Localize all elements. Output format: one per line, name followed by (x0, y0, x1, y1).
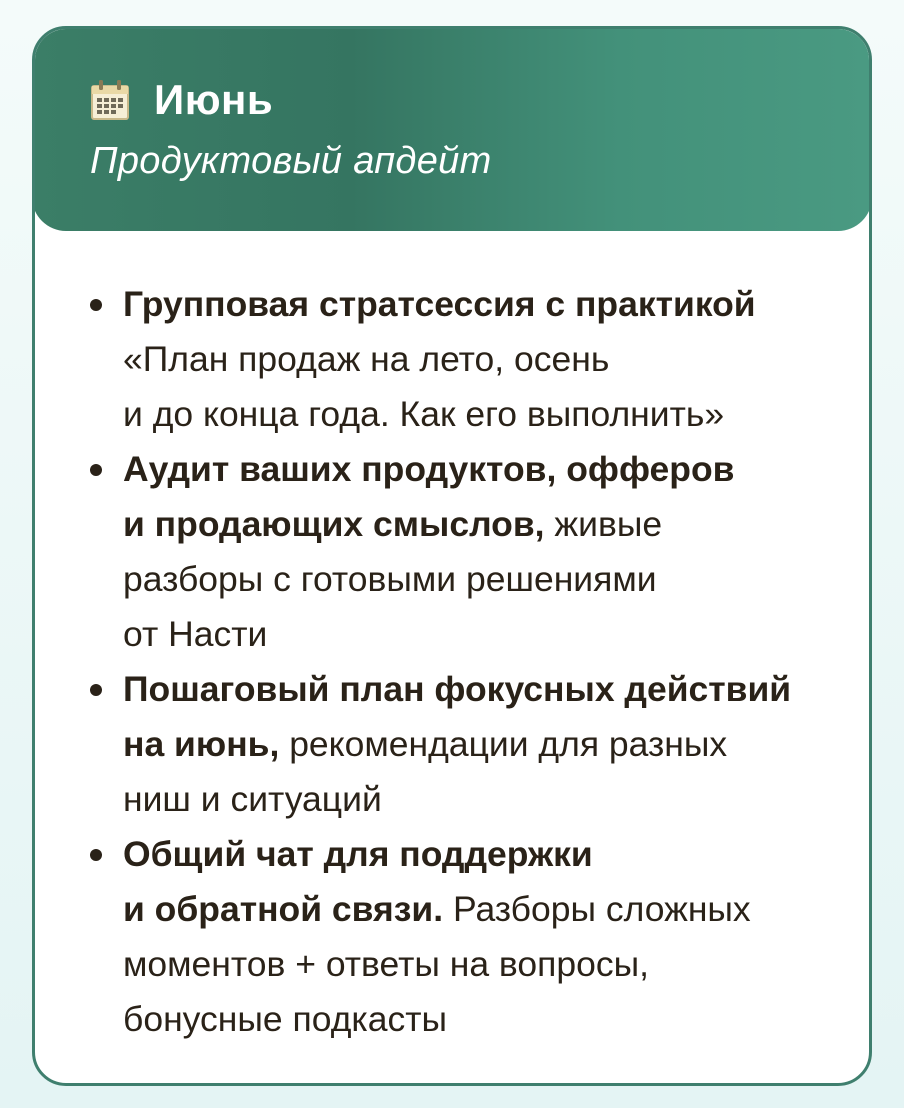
bullet-icon (90, 299, 102, 311)
list-item-bold-text: Пошаговый план фокусных действий (123, 669, 792, 709)
list-item-bold-text: и обратной связи. (123, 889, 444, 929)
list-item-line (123, 387, 839, 442)
card-header (32, 26, 872, 231)
list-item-text: Разборы сложных (443, 889, 751, 929)
list-item-line (123, 662, 839, 717)
page-title: Июнь (154, 76, 274, 123)
list-item-text: рекомендации для разных (279, 724, 728, 764)
page-subtitle: Продуктовый апдейт (90, 140, 492, 182)
bullet-icon (90, 684, 102, 696)
bullet-icon (90, 849, 102, 861)
list-item-text: живые (544, 504, 663, 544)
list-item-line (123, 332, 839, 387)
list-item-bold-text: Аудит ваших продуктов, офферов (123, 449, 735, 489)
list-item-line (123, 937, 839, 992)
list-item-text: от Насти (123, 614, 268, 654)
list-item-line (123, 992, 839, 1047)
list-item-text: «План продаж на лето, осень (123, 339, 610, 379)
list-item-text: разборы с готовыми решениями (123, 559, 657, 599)
list-item-text: моментов + ответы на вопросы, (123, 944, 649, 984)
list-item-line (123, 497, 839, 552)
list-item-line (123, 607, 839, 662)
list-item-line (123, 552, 839, 607)
list-item (89, 827, 839, 1047)
feature-list (89, 277, 839, 1047)
list-item-line (123, 717, 839, 772)
list-item-line (123, 882, 839, 937)
product-update-card (32, 26, 872, 1086)
calendar-icon (90, 78, 130, 122)
list-item-bold-text: на июнь, (123, 724, 280, 764)
list-item-text: и до конца года. Как его выполнить» (123, 394, 725, 434)
list-item (89, 442, 839, 662)
list-item (89, 277, 839, 442)
list-item-bold-text: Общий чат для поддержки (123, 834, 593, 874)
list-item-line (123, 277, 839, 332)
list-item (89, 662, 839, 827)
list-item-bold-text: Групповая стратсессия с практикой (123, 284, 756, 324)
bullet-icon (90, 464, 102, 476)
list-item-bold-text: и продающих смыслов, (123, 504, 545, 544)
title-row (90, 76, 273, 124)
list-item-line (123, 827, 839, 882)
list-item-line (123, 772, 839, 827)
list-item-text: бонусные подкасты (123, 999, 447, 1039)
list-item-text: ниш и ситуаций (123, 779, 382, 819)
list-item-line (123, 442, 839, 497)
